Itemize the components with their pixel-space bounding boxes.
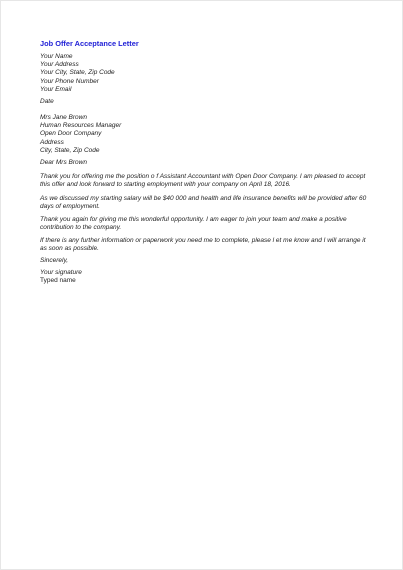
sender-city-state-zip: Your City, State, Zip Code	[40, 69, 115, 77]
signature-block	[40, 269, 370, 285]
date-line	[40, 98, 370, 106]
closing-line	[40, 257, 370, 265]
salutation: Dear Mrs Brown	[40, 159, 87, 166]
letter-date: Date	[40, 98, 54, 105]
recipient-name: Mrs Jane Brown	[40, 114, 87, 121]
salutation-line	[40, 159, 370, 167]
recipient-city-state-zip: City, State, Zip Code	[40, 146, 100, 154]
signature: Your signature	[40, 269, 82, 276]
sender-email: Your Email	[40, 85, 72, 93]
paragraph-further-info: If there is any further information or paperwork you need me to complete, please l et me know and I will arrange it as soon as possible.	[40, 237, 366, 253]
typed-name: Typed name	[40, 277, 76, 285]
recipient-address-block	[40, 114, 370, 155]
paragraph-salary: As we discussed my starting salary will be $40 000 and health and life insurance benefits will be provided after 60 days of employment.	[40, 195, 367, 211]
paragraph-acceptance: Thank you for offering me the position o f Assistant Accountant with Open Door Company. I am pleased to accept this offer and look forward to starting employment with your company on April 18, 2016.	[40, 173, 366, 189]
recipient-title: Human Resources Manager	[40, 122, 122, 130]
sender-name: Your Name	[40, 53, 73, 60]
sender-address: Your Address	[40, 61, 79, 69]
closing: Sincerely,	[40, 257, 69, 264]
paragraph-thanks: Thank you again for giving me this wonderful opportunity. I am eager to join your team and make a positive contribution to the company.	[40, 216, 347, 232]
sender-address-block	[40, 53, 370, 94]
sender-phone: Your Phone Number	[40, 77, 99, 85]
recipient-company: Open Door Company	[40, 130, 102, 138]
recipient-address: Address	[40, 138, 64, 146]
letter-title: Job Offer Acceptance Letter	[40, 39, 139, 48]
